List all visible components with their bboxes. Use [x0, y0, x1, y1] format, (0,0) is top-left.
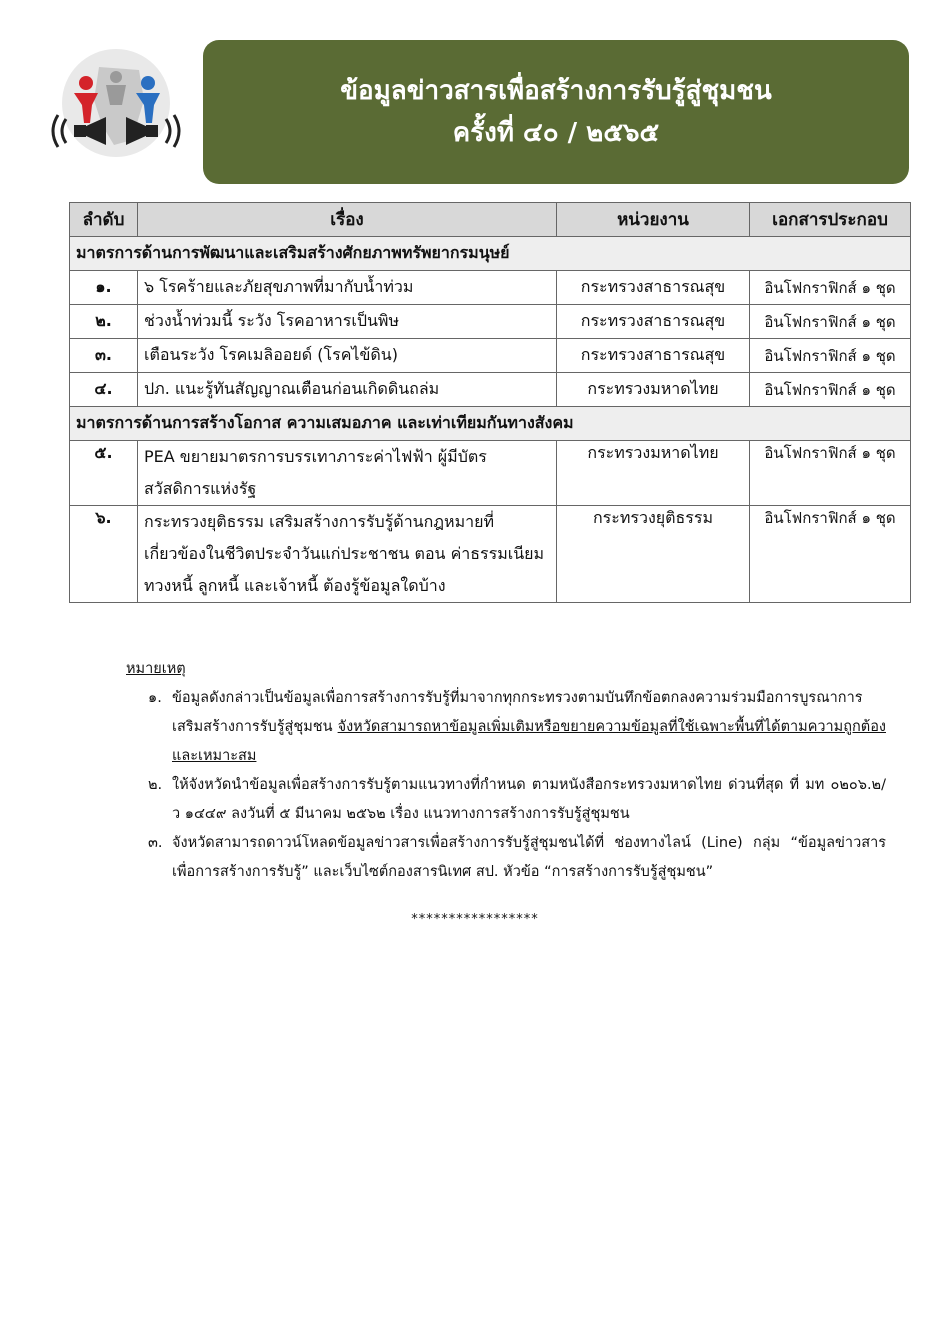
note-number: ๑. — [148, 690, 162, 706]
page-title: ข้อมูลข่าวสารเพื่อสร้างการรับรู้สู่ชุมชน — [340, 76, 772, 106]
row-topic: ช่วงน้ำท่วมนี้ ระวัง โรคอาหารเป็นพิษ — [138, 305, 557, 339]
table-row — [70, 373, 911, 407]
section-heading: มาตรการด้านการสร้างโอกาส ความเสมอภาค และเท่าเทียมกันทางสังคม — [70, 407, 911, 441]
note-text: จังหวัดสามารถดาวน์โหลดข้อมูลข่าวสารเพื่อสร้างการรับรู้สู่ชุมชนได้ที่ ช่องทางไลน์ (Line) กลุ่ม “ข้อมูลข่าวสารเพื่อการสร้างการรับรู้” และเว็บไซต์กองสารนิเทศ สป. หัวข้อ “การสร้างการรับรู้สู่ชุมชน” — [172, 835, 886, 880]
community-megaphone-logo — [44, 45, 188, 163]
row-agency: กระทรวงมหาดไทย — [557, 441, 750, 506]
col-header-document: เอกสารประกอบ — [750, 203, 911, 237]
table-row — [70, 305, 911, 339]
table-row — [70, 506, 911, 603]
row-document: อินโฟกราฟิกส์ ๑ ชุด — [750, 305, 911, 339]
row-document: อินโฟกราฟิกส์ ๑ ชุด — [750, 441, 911, 506]
note-item — [126, 829, 886, 887]
note-underlined-text: จังหวัดสามารถหาข้อมูลเพิ่มเติมหรือขยายความข้อมูลที่ใช้เฉพาะพื้นที่ได้ตามความถูกต้องและเหมาะสม — [172, 719, 886, 764]
row-agency: กระทรวงมหาดไทย — [557, 373, 750, 407]
row-agency: กระทรวงสาธารณสุข — [557, 271, 750, 305]
row-topic: ปภ. แนะรู้ทันสัญญาณเตือนก่อนเกิดดินถล่ม — [138, 373, 557, 407]
row-document: อินโฟกราฟิกส์ ๑ ชุด — [750, 506, 911, 603]
row-number: ๓. — [70, 339, 138, 373]
row-topic: เตือนระวัง โรคเมลิออยด์ (โรคไข้ดิน) — [138, 339, 557, 373]
row-number: ๖. — [70, 506, 138, 603]
row-document: อินโฟกราฟิกส์ ๑ ชุด — [750, 339, 911, 373]
note-number: ๓. — [148, 835, 163, 851]
table-row — [70, 441, 911, 506]
row-topic: กระทรวงยุติธรรม เสริมสร้างการรับรู้ด้านกฎหมายที่เกี่ยวข้องในชีวิตประจำวันแก่ประชาชน ตอน ค่าธรรมเนียมทวงหนี้ ลูกหนี้ และเจ้าหนี้ ต้องรู้ข้อมูลใดบ้าง — [138, 506, 557, 603]
col-header-topic: เรื่อง — [138, 203, 557, 237]
row-number: ๕. — [70, 441, 138, 506]
title-banner — [203, 40, 909, 184]
row-document: อินโฟกราฟิกส์ ๑ ชุด — [750, 271, 911, 305]
row-agency: กระทรวงยุติธรรม — [557, 506, 750, 603]
end-separator: ***************** — [411, 912, 539, 927]
issue-number: ครั้งที่ ๔๐ / ๒๕๖๕ — [452, 118, 660, 148]
table-row — [70, 339, 911, 373]
note-text: ให้จังหวัดนำข้อมูลเพื่อสร้างการรับรู้ตามแนวทางที่กำหนด ตามหนังสือกระทรวงมหาดไทย ด่วนที่สุด ที่ มท ๐๒๐๖.๒/ว ๑๔๔๙ ลงวันที่ ๕ มีนาคม ๒๕๖๒ เรื่อง แนวทางการสร้างการรับรู้สู่ชุมชน — [172, 777, 886, 822]
col-header-agency: หน่วยงาน — [557, 203, 750, 237]
row-agency: กระทรวงสาธารณสุข — [557, 339, 750, 373]
row-agency: กระทรวงสาธารณสุข — [557, 305, 750, 339]
notes-title: หมายเหตุ — [126, 661, 186, 677]
row-topic: ๖ โรคร้ายและภัยสุขภาพที่มากับน้ำท่วม — [138, 271, 557, 305]
note-item — [126, 684, 886, 771]
row-number: ๔. — [70, 373, 138, 407]
row-topic: PEA ขยายมาตรการบรรเทาภาระค่าไฟฟ้า ผู้มีบัตรสวัสดิการแห่งรัฐ — [138, 441, 557, 506]
col-header-order: ลำดับ — [70, 203, 138, 237]
note-item — [126, 771, 886, 829]
section-heading: มาตรการด้านการพัฒนาและเสริมสร้างศักยภาพทรัพยากรมนุษย์ — [70, 237, 911, 271]
note-number: ๒. — [148, 777, 163, 793]
row-number: ๑. — [70, 271, 138, 305]
note-text: ข้อมูลดังกล่าวเป็นข้อมูลเพื่อการสร้างการรับรู้ที่มาจากทุกกระทรวงตามบันทึกข้อตกลงความร่วมมือการบูรณาการเสริมสร้างการรับรู้สู่ชุมชน — [172, 690, 863, 735]
row-number: ๒. — [70, 305, 138, 339]
notes-section — [126, 655, 886, 887]
row-document: อินโฟกราฟิกส์ ๑ ชุด — [750, 373, 911, 407]
info-table — [69, 202, 911, 603]
table-row — [70, 271, 911, 305]
